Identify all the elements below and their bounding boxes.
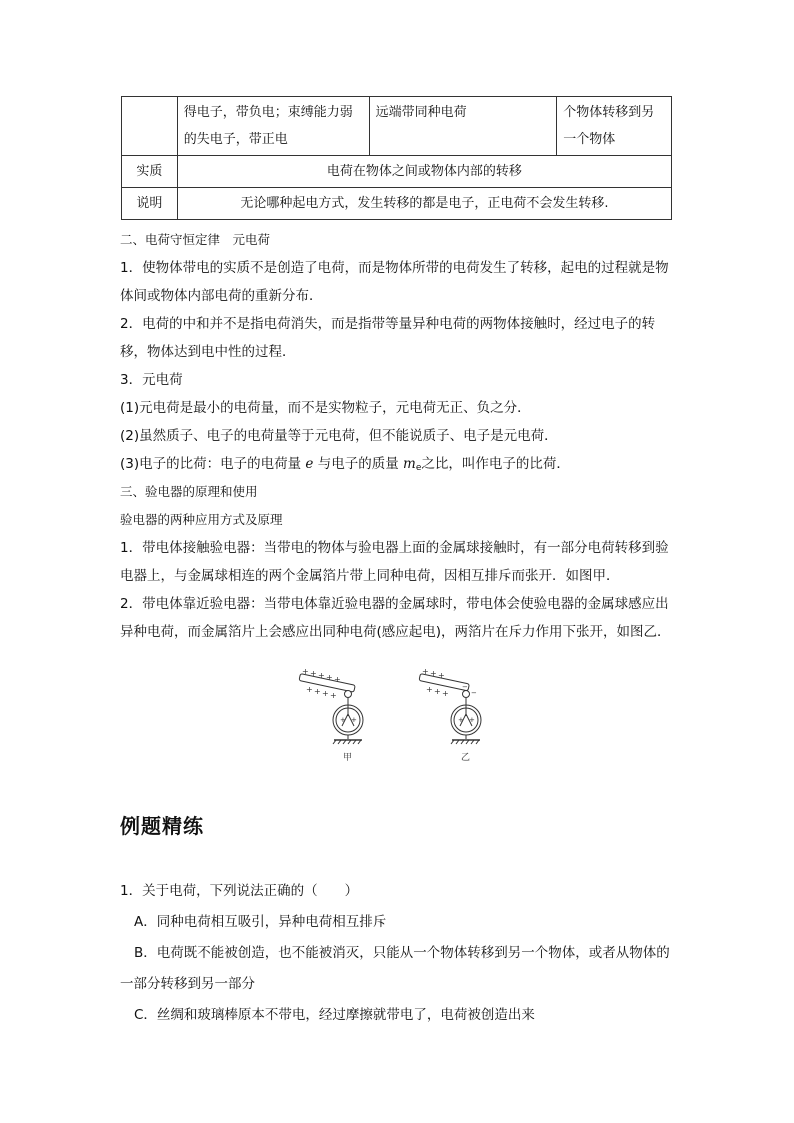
- plus-mark: +: [351, 716, 357, 724]
- plus-mark: +: [334, 675, 341, 684]
- minus-mark: −: [462, 683, 468, 691]
- table-row: [122, 97, 672, 156]
- option-b[interactable]: B．电荷既不能被创造，也不能被消灭，只能从一个物体转移到另一个物体，或者从物体的一部分转移到另一部分: [120, 945, 670, 992]
- paragraph: 1．带电体接触验电器：当带电的物体与验电器上面的金属球接触时，有一部分电荷转移到验电器上，与金属球相连的两个金属箔片带上同种电荷，因相互排斥而张开．如图甲．: [120, 540, 669, 584]
- option-a[interactable]: A．同种电荷相互吸引，异种电荷相互排斥: [134, 914, 387, 930]
- plus-mark: +: [422, 668, 429, 676]
- table-row-label: 实质: [122, 156, 178, 188]
- text-run: 之比，叫作电子的比荷．: [421, 456, 570, 472]
- minus-mark: −: [471, 689, 477, 697]
- table-row: [122, 188, 672, 220]
- section-heading: 二、电荷守恒定律 元电荷: [120, 232, 271, 247]
- table-cell: 无论哪种起电方式，发生转移的都是电子，正电荷不会发生转移.: [177, 188, 671, 220]
- text-run: (3)电子的比荷：电子的电荷量: [120, 456, 302, 472]
- paragraph-specific-charge: [120, 450, 675, 478]
- plus-mark: +: [458, 716, 464, 724]
- section-heading: 三、验电器的原理和使用: [120, 484, 258, 499]
- plus-mark: +: [434, 687, 441, 696]
- plus-mark: +: [310, 669, 317, 678]
- option-c[interactable]: C．丝绸和玻璃棒原本不带电，经过摩擦就带电了，电荷被创造出来: [134, 1007, 535, 1023]
- section-conservation: [120, 226, 675, 674]
- paragraph: (1)元电荷是最小的电荷量，而不是实物粒子，元电荷无正、负之分．: [120, 400, 531, 416]
- paragraph: 3．元电荷: [120, 372, 183, 388]
- plus-mark: +: [330, 691, 337, 700]
- table-row-label: 说明: [122, 188, 178, 220]
- exercise-questions: [120, 876, 676, 1031]
- table-cell: 电荷在物体之间或物体内部的转移: [177, 156, 671, 188]
- plus-mark: +: [340, 716, 346, 724]
- table-row: [122, 156, 672, 188]
- plus-mark: +: [314, 687, 321, 696]
- plus-mark: +: [302, 668, 309, 676]
- paragraph: 2．带电体靠近验电器：当带电体靠近验电器的金属球时，带电体会使验电器的金属球感应出异种电荷，而金属箔片上会感应出同种电荷(感应起电)，两箔片在斥力作用下张开，如图乙．: [120, 596, 671, 640]
- symbol-m: m: [403, 456, 416, 472]
- plus-mark: +: [442, 689, 449, 698]
- text-run: 与电子的质量: [317, 456, 399, 472]
- plus-mark: +: [469, 716, 475, 724]
- metal-ball: [345, 691, 352, 698]
- plus-mark: +: [306, 685, 313, 694]
- comparison-table: [121, 96, 672, 220]
- paragraph: 2．电荷的中和并不是指电荷消失，而是指带等量异种电荷的两物体接触时，经过电子的转移，物体达到电中性的过程．: [120, 316, 656, 360]
- plus-mark: +: [318, 671, 325, 680]
- table-cell: 远端带同种电荷: [369, 97, 557, 156]
- table-cell: 个物体转移到另一个物体: [557, 97, 672, 156]
- metal-ball: [463, 691, 470, 698]
- plus-mark: +: [430, 669, 437, 678]
- plus-mark: +: [426, 685, 433, 694]
- table-cell: 得电子，带负电；束缚能力弱的失电子，带正电: [177, 97, 369, 156]
- electroscope-left: [299, 668, 363, 763]
- figure-label-left: 甲: [343, 753, 353, 763]
- plus-mark: +: [438, 671, 445, 680]
- subheading: 验电器的两种应用方式及原理: [120, 512, 283, 527]
- exercise-title: 例题精练: [120, 814, 204, 838]
- symbol-subscript: e: [415, 463, 422, 473]
- table-cell-empty: [122, 97, 178, 156]
- paragraph: (2)虽然质子、电子的电荷量等于元电荷，但不能说质子、电子是元电荷．: [120, 428, 558, 444]
- question-stem: 1．关于电荷，下列说法正确的（ ）: [120, 883, 359, 899]
- electroscope-right: [419, 668, 481, 763]
- paragraph: 1．使物体带电的实质不是创造了电荷，而是物体所带的电荷发生了转移，起电的过程就是物体间或物体内部电荷的重新分布．: [120, 260, 669, 304]
- plus-mark: +: [322, 689, 329, 698]
- figure-label-right: 乙: [461, 753, 471, 763]
- electroscope-figure: [290, 668, 500, 768]
- plus-mark: +: [326, 673, 333, 682]
- symbol-e: e: [305, 456, 314, 472]
